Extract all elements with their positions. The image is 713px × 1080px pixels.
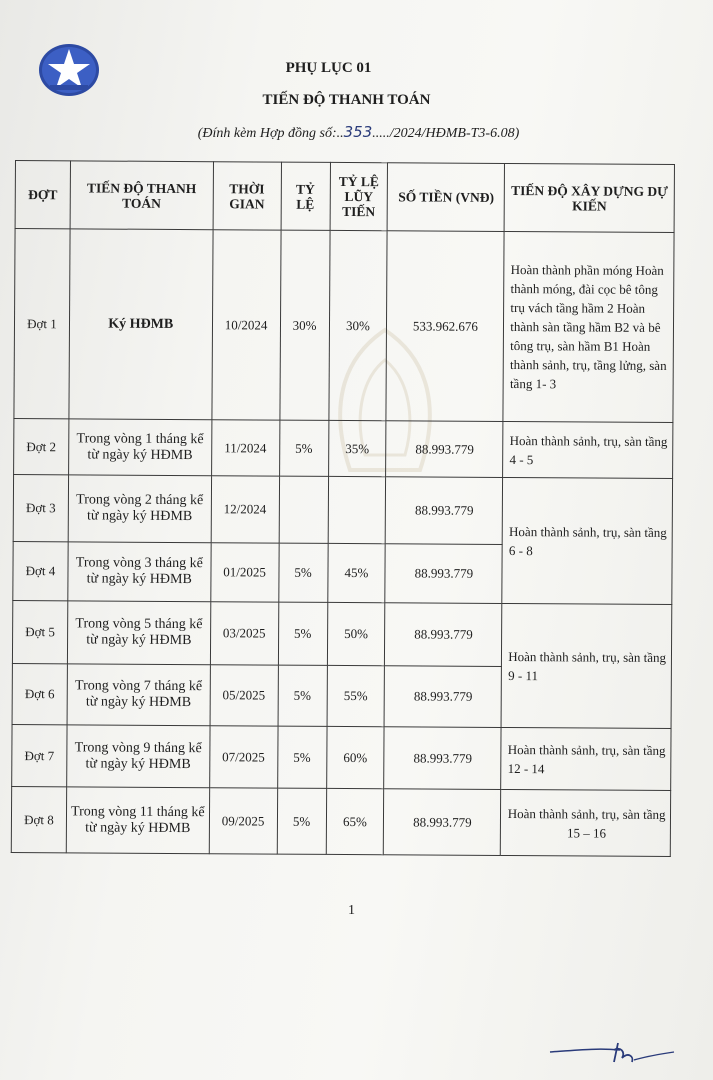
amount-cell: 88.993.779: [385, 666, 502, 728]
rate-cell: 5%: [277, 788, 326, 854]
amount-cell: 533.962.676: [386, 231, 504, 422]
batch-cell: Đợt 3: [13, 474, 68, 541]
construction-cell: Hoàn thành sảnh, trụ, sàn tầng 15 – 16: [501, 789, 671, 856]
terms-cell: Trong vòng 3 tháng kể từ ngày ký HĐMB: [68, 542, 211, 602]
column-header-construction-progress: TIẾN ĐỘ XÂY DỰNG DỰ KIẾN: [504, 163, 674, 232]
time-cell: 07/2025: [209, 726, 277, 788]
table-header-row: [15, 161, 674, 233]
rate-cell: 5%: [278, 665, 327, 726]
time-cell: 09/2025: [209, 788, 277, 854]
construction-cell: Hoàn thành sảnh, trụ, sàn tầng 9 - 11: [501, 603, 671, 728]
amount-cell: 88.993.779: [385, 603, 502, 667]
column-header-payment-terms: TIẾN ĐỘ THANH TOÁN: [70, 161, 213, 230]
rate-cell: 5%: [278, 602, 327, 665]
time-cell: 01/2025: [210, 543, 278, 602]
cumulative-cell: 30%: [328, 230, 387, 420]
cumulative-cell: 35%: [328, 420, 386, 476]
cumulative-cell: 45%: [327, 543, 385, 602]
amount-cell: 88.993.779: [386, 421, 503, 478]
terms-cell: Ký HĐMB: [69, 229, 213, 420]
cumulative-cell: 50%: [327, 602, 385, 665]
time-cell: 10/2024: [212, 230, 281, 420]
time-cell: 11/2024: [211, 420, 279, 476]
amount-cell: 88.993.779: [386, 477, 503, 545]
batch-cell: Đợt 2: [14, 418, 69, 474]
amount-cell: 88.993.779: [385, 544, 502, 604]
payment-schedule-table: [11, 160, 675, 857]
construction-cell: Hoàn thành phần móng Hoàn thành móng, đài cọc bê tông trụ vách tầng hầm 2 Hoàn thành sàn tầng hầm B2 và bê tông trụ, sàn hầm B1 Hoàn thành sảnh, trụ, tầng lửng, sàn tầng 1- 3: [503, 231, 674, 422]
rate-cell: 5%: [278, 543, 327, 602]
batch-cell: Đợt 1: [14, 229, 70, 419]
contract-reference-prefix: (Đính kèm Hợp đồng số:..: [197, 126, 344, 141]
contract-reference-suffix: ...../2024/HĐMB-T3-6.08): [372, 126, 520, 141]
terms-cell: Trong vòng 11 tháng kể từ ngày ký HĐMB: [66, 787, 209, 854]
terms-cell: Trong vòng 7 tháng kể từ ngày ký HĐMB: [67, 664, 210, 726]
table-row: [11, 786, 670, 856]
terms-cell: Trong vòng 2 tháng kể từ ngày ký HĐMB: [68, 475, 211, 543]
time-cell: 12/2024: [211, 476, 279, 543]
construction-cell: Hoàn thành sảnh, trụ, sàn tầng 6 - 8: [502, 477, 672, 604]
table-row: [13, 474, 672, 545]
batch-cell: Đợt 5: [12, 600, 67, 663]
table-row: [12, 724, 671, 790]
batch-cell: Đợt 4: [13, 541, 68, 600]
rate-cell: 30%: [280, 230, 330, 420]
terms-cell: Trong vòng 5 tháng kể từ ngày ký HĐMB: [67, 601, 210, 665]
rate-cell: 5%: [279, 420, 328, 476]
construction-cell: Hoàn thành sảnh, trụ, sàn tầng 12 - 14: [501, 727, 671, 790]
column-header-rate: TỶ LỆ: [281, 162, 330, 230]
rate-cell: [279, 476, 328, 543]
time-cell: 05/2025: [210, 665, 278, 726]
amount-cell: 88.993.779: [384, 727, 501, 790]
cumulative-cell: 55%: [327, 665, 385, 726]
construction-cell: Hoàn thành sảnh, trụ, sàn tầng 4 - 5: [503, 421, 673, 478]
table-row: [12, 600, 671, 667]
column-header-batch: ĐỢT: [15, 161, 70, 229]
time-cell: 03/2025: [210, 602, 278, 665]
batch-cell: Đợt 6: [12, 663, 67, 724]
terms-cell: Trong vòng 9 tháng kể từ ngày ký HĐMB: [67, 725, 210, 788]
document-title: TIẾN ĐỘ THANH TOÁN: [262, 92, 431, 108]
table-row: [14, 418, 673, 478]
terms-cell: Trong vòng 1 tháng kể từ ngày ký HĐMB: [69, 419, 212, 476]
contract-number: 353: [343, 123, 373, 141]
table-row: [14, 229, 674, 423]
appendix-heading: PHỤ LỤC 01: [285, 60, 372, 76]
batch-cell: Đợt 8: [11, 786, 66, 852]
amount-cell: 88.993.779: [384, 789, 501, 856]
handwritten-signature-icon: [548, 1038, 678, 1066]
cumulative-cell: 60%: [326, 726, 384, 788]
batch-cell: Đợt 7: [12, 724, 67, 786]
rate-cell: 5%: [277, 726, 326, 788]
column-header-amount: SỐ TIỀN (VNĐ): [388, 163, 505, 232]
column-header-cumulative-rate: TỶ LỆ LŨY TIẾN: [330, 162, 388, 230]
column-header-time: THỜI GIAN: [213, 162, 281, 230]
contract-reference: [2, 123, 713, 142]
cumulative-cell: [328, 476, 386, 543]
cumulative-cell: 65%: [326, 788, 384, 854]
page-number: 1: [348, 903, 355, 918]
